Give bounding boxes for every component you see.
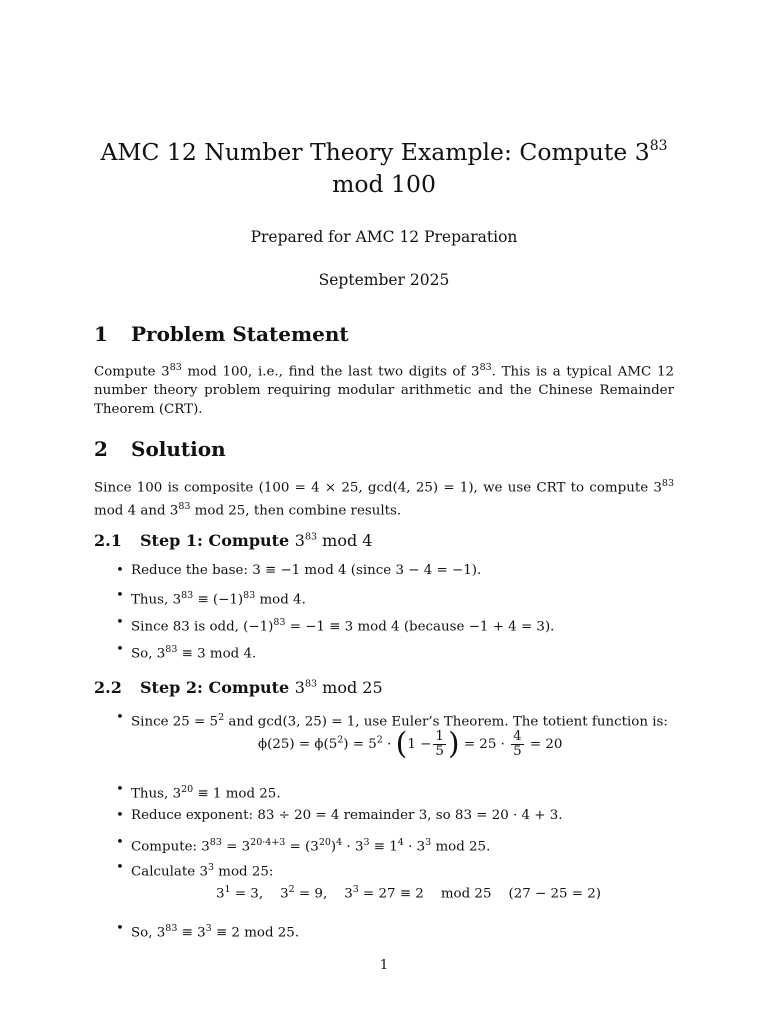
- math: ·: [382, 737, 396, 752]
- exponent: 83: [304, 678, 318, 690]
- bullet: •: [116, 782, 124, 797]
- section-title: Solution: [131, 437, 226, 461]
- exponent: 83: [661, 478, 674, 489]
- exponent: 20: [318, 837, 331, 848]
- math: 1 −: [407, 737, 432, 752]
- title-exponent: 83: [649, 138, 668, 154]
- text: · 3: [342, 839, 364, 855]
- text: Calculate 3: [131, 864, 208, 880]
- bullet: •: [116, 642, 124, 657]
- text: . This is a typical AMC 12 number theory problem requiring modular arithmetic and the Chinese Remainder Theorem (CRT).: [94, 364, 674, 418]
- math: = 3, 3: [230, 886, 289, 902]
- math: = 25 ·: [459, 737, 510, 752]
- text: So, 3: [131, 925, 166, 941]
- title-line-2: mod 100: [332, 170, 436, 198]
- text: Thus, 3: [131, 592, 182, 608]
- subsection-title: Step 1: Compute: [140, 531, 295, 550]
- math: mod 4: [317, 531, 373, 550]
- text: ≡ 3: [177, 925, 206, 941]
- exponent: 83: [165, 923, 178, 934]
- denominator: 5: [513, 744, 522, 759]
- exponent: 2: [218, 712, 225, 723]
- text: ): [330, 839, 337, 855]
- problem-statement-paragraph: [94, 358, 674, 419]
- text: ≡ 2 mod 25.: [211, 925, 300, 941]
- math: 3: [294, 678, 305, 697]
- section-number: 2: [94, 437, 108, 461]
- fraction: [433, 730, 446, 759]
- text: Reduce exponent: 83 ÷ 20 = 4 remainder 3, so 83 = 20 · 4 + 3.: [131, 808, 563, 823]
- exponent: 2: [288, 884, 295, 895]
- numerator: 1: [435, 729, 444, 744]
- text: Reduce the base: 3 ≡ −1 mod 4 (since 3 − 4 = −1).: [131, 563, 482, 578]
- date: September 2025: [318, 271, 450, 289]
- powers-equation: [216, 884, 601, 901]
- text: mod 25:: [214, 864, 274, 880]
- exponent: 83: [243, 590, 256, 601]
- subsection-heading-step-1: [94, 531, 372, 550]
- totient-equation: [258, 726, 563, 762]
- text: · 3: [403, 839, 426, 855]
- section-number: 1: [94, 322, 108, 346]
- subsection-number: 2.2: [94, 678, 122, 697]
- exponent: 2: [376, 734, 383, 746]
- text: Since 100 is composite (100 = 4 × 25, gcd(4, 25) = 1), we use CRT to compute 3: [94, 480, 662, 496]
- exponent: 2: [337, 734, 344, 746]
- text: ≡ (−1): [193, 592, 244, 608]
- bullet: •: [116, 615, 124, 630]
- math: = 9, 3: [294, 886, 353, 902]
- text: and gcd(3, 25) = 1, use Euler’s Theorem. The totient function is:: [224, 714, 668, 730]
- bullet: •: [116, 710, 124, 725]
- exponent: 83: [273, 617, 286, 628]
- right-paren: ): [447, 726, 460, 762]
- text: mod 25, then combine results.: [190, 503, 402, 519]
- page-title: [94, 136, 674, 200]
- exponent: 83: [209, 837, 222, 848]
- exponent: 3: [207, 862, 215, 873]
- text: Since 83 is odd, (−1): [131, 619, 274, 635]
- subsection-heading-step-2: [94, 678, 383, 697]
- text: = (3: [285, 839, 319, 855]
- bullet: •: [116, 860, 124, 875]
- exponent: 3: [205, 923, 212, 934]
- text: Compute 3: [94, 364, 170, 380]
- exponent: 3: [425, 837, 432, 848]
- text: mod 25.: [431, 839, 491, 855]
- bullet: •: [116, 835, 124, 850]
- page-number: 1: [379, 958, 389, 973]
- text: Since 25 = 5: [131, 714, 219, 730]
- exponent: 83: [304, 531, 318, 543]
- exponent: 20: [181, 784, 194, 795]
- exponent: 83: [165, 644, 178, 655]
- solution-paragraph: [94, 474, 674, 521]
- text: ≡ 3 mod 4.: [177, 646, 257, 662]
- text: ≡ 1 mod 25.: [193, 786, 281, 802]
- exponent: 4: [336, 837, 343, 848]
- text: Compute: 3: [131, 839, 210, 855]
- exponent: 83: [169, 362, 182, 373]
- text: Thus, 3: [131, 786, 182, 802]
- text: = 3: [221, 839, 251, 855]
- bullet: •: [116, 588, 124, 603]
- math: ) = 5: [343, 737, 377, 752]
- section-title: Problem Statement: [131, 322, 349, 346]
- exponent: 1: [224, 884, 231, 895]
- text: mod 4 and 3: [94, 503, 179, 519]
- title-line-1: AMC 12 Number Theory Example: Compute 3: [100, 138, 650, 166]
- bullet: •: [116, 808, 124, 823]
- subsection-number: 2.1: [94, 531, 122, 550]
- text: ≡ 1: [369, 839, 398, 855]
- numerator: 4: [513, 729, 522, 744]
- left-paren: (: [395, 726, 408, 762]
- exponent: 3: [363, 837, 370, 848]
- math: ϕ(25) = ϕ(5: [258, 737, 338, 752]
- text: mod 100, i.e., find the last two digits of 3: [181, 364, 480, 380]
- bullet: •: [116, 563, 124, 578]
- author: Prepared for AMC 12 Preparation: [250, 228, 518, 246]
- denominator: 5: [435, 744, 444, 759]
- exponent: 20·4+3: [250, 837, 286, 848]
- text: = −1 ≡ 3 mod 4 (because −1 + 4 = 3).: [285, 619, 555, 635]
- math: mod 25: [317, 678, 383, 697]
- exponent: 83: [181, 590, 194, 601]
- exponent: 83: [178, 501, 191, 513]
- math: 3: [294, 531, 305, 550]
- math: = 27 ≡ 2 mod 25 (27 − 25 = 2): [358, 886, 602, 902]
- fraction: [511, 730, 524, 759]
- section-heading-solution: [94, 437, 226, 461]
- text: So, 3: [131, 646, 166, 662]
- math: = 20: [525, 737, 563, 752]
- exponent: 3: [352, 884, 359, 895]
- math: 3: [216, 886, 225, 902]
- exponent: 83: [479, 362, 492, 373]
- subsection-title: Step 2: Compute: [140, 678, 295, 697]
- text: mod 4.: [255, 592, 306, 608]
- exponent: 4: [397, 837, 404, 848]
- section-heading-problem-statement: [94, 322, 349, 346]
- bullet: •: [116, 921, 124, 936]
